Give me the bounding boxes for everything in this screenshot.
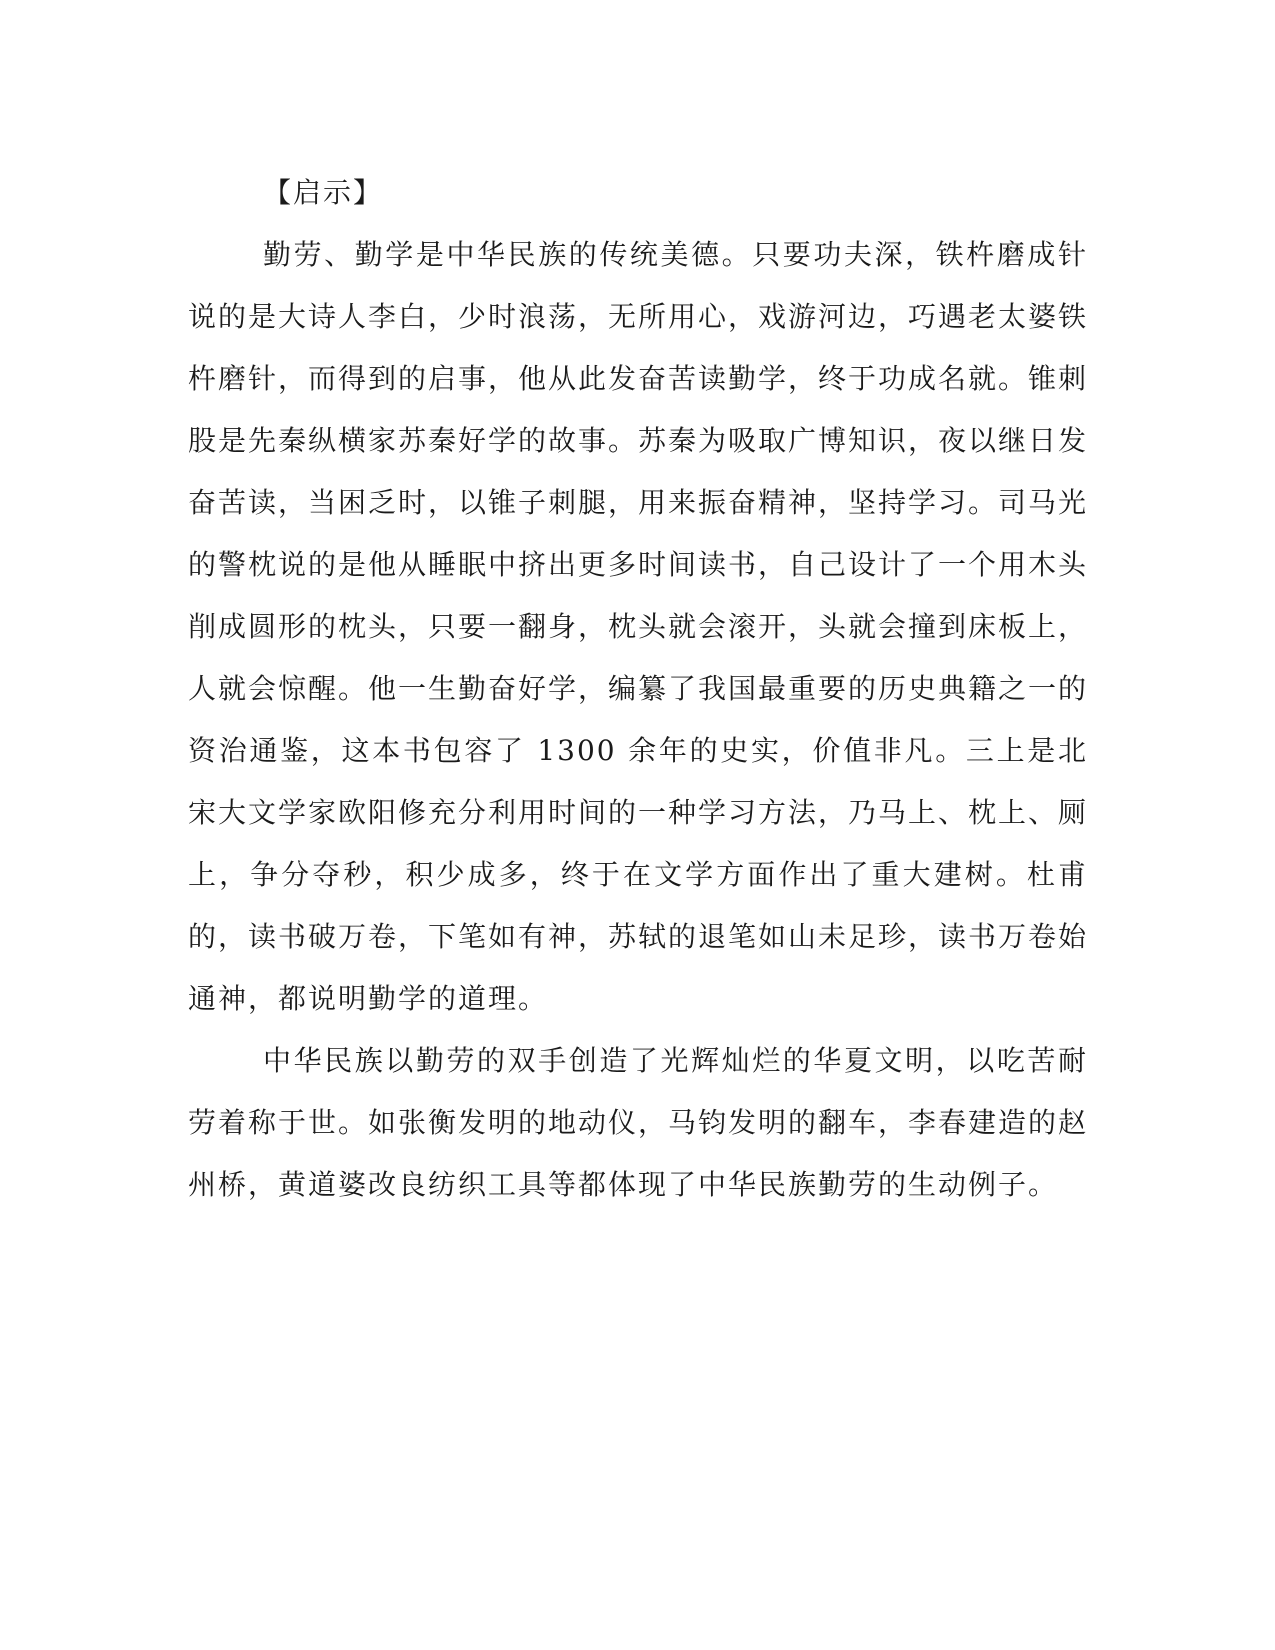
paragraph-diligence-stories: 勤劳、勤学是中华民族的传统美德。只要功夫深，铁杵磨成针说的是大诗人李白，少时浪荡，无所用心，戏游河边，巧遇老太婆铁杵磨针，而得到的启事，他从此发奋苦读勤学，终于功成名就。锥刺股是先秦纵横家苏秦好学的故事。苏秦为吸取广博知识，夜以继日发奋苦读，当困乏时，以锥子刺腿，用来振奋精神，坚持学习。司马光的警枕说的是他从睡眠中挤出更多时间读书，自己设计了一个用木头削成圆形的枕头，只要一翻身，枕头就会滚开，头就会撞到床板上，人就会惊醒。他一生勤奋好学，编纂了我国最重要的历史典籍之一的资治通鉴，这本书包容了 1300 余年的史实，价值非凡。三上是北宋大文学家欧阳修充分利用时间的一种学习方法，乃马上、枕上、厕上，争分夺秒，积少成多，终于在文学方面作出了重大建树。杜甫的，读书破万卷，下笔如有神，苏轼的退笔如山未足珍，读书万卷始通神，都说明勤学的道理。 [188, 238, 1089, 1015]
document-body [188, 162, 1088, 1216]
paragraph-chinese-civilization: 中华民族以勤劳的双手创造了光辉灿烂的华夏文明，以吃苦耐劳着称于世。如张衡发明的地动仪，马钧发明的翻车，李春建造的赵州桥，黄道婆改良纺织工具等都体现了中华民族勤劳的生动例子。 [188, 1044, 1089, 1201]
section-heading: 【启示】 [263, 176, 384, 209]
